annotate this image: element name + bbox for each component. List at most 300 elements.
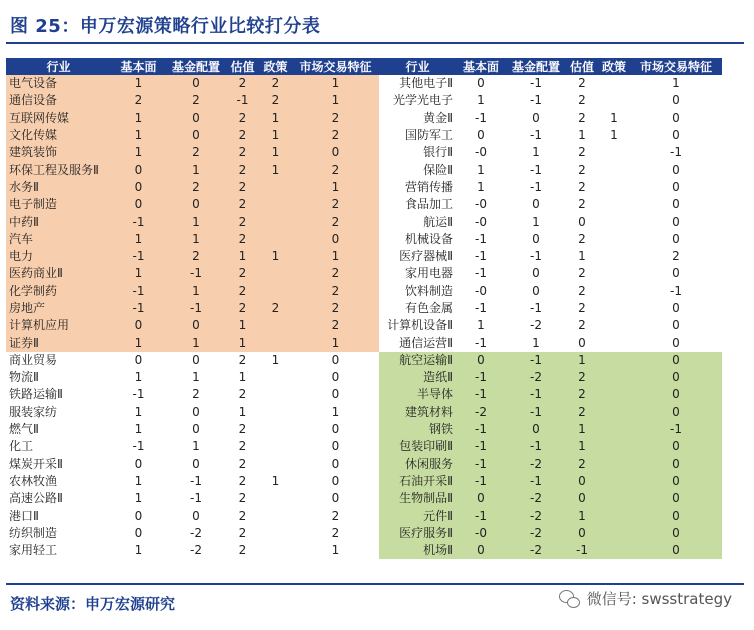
fundamental-score: 1	[134, 370, 143, 385]
fundamental-score: -1	[132, 439, 145, 454]
fundamental-score: -1	[456, 456, 506, 473]
market-features-score: 0	[672, 318, 680, 333]
fundamental-score: 2	[111, 92, 166, 109]
market-features-score: 0	[331, 387, 340, 402]
fundamental-score: 1	[111, 265, 166, 282]
valuation-score: 2	[578, 145, 586, 160]
policy-score	[259, 283, 292, 300]
market-features-score: 0	[630, 369, 722, 386]
industry-name: 石油开采Ⅱ	[379, 473, 456, 490]
fund-allocation-score: -1	[530, 93, 542, 108]
fundamental-score: -1	[111, 283, 166, 300]
table-row	[379, 317, 722, 334]
header-industry: 行业	[6, 58, 111, 75]
table-row	[379, 75, 722, 92]
fund-allocation-score: -2	[506, 542, 566, 559]
industry-name: 生物制品Ⅱ	[379, 490, 456, 507]
fundamental-score: 1	[134, 543, 143, 558]
valuation-score: 1	[566, 421, 598, 438]
fundamental-score: -1	[456, 421, 506, 438]
table-row	[379, 231, 722, 248]
market-features-score: 0	[331, 422, 340, 437]
source-note: 资料来源：申万宏源研究	[10, 595, 176, 613]
fund-allocation-score: 0	[166, 127, 226, 144]
market-features-score: 0	[630, 542, 722, 559]
industry-name: 物流Ⅱ	[9, 370, 39, 385]
fundamental-score: -1	[132, 387, 145, 402]
industry-name: 医疗服务Ⅱ	[379, 525, 456, 542]
fundamental-score: 1	[477, 162, 485, 177]
market-features-score: 0	[292, 144, 379, 161]
table-row	[379, 265, 722, 282]
policy-score	[598, 386, 630, 403]
table-row	[6, 265, 379, 282]
policy-score	[598, 92, 630, 109]
fund-allocation-score: -2	[506, 490, 566, 507]
fund-allocation-score: -1	[190, 473, 202, 488]
industry-name: 燃气Ⅱ	[9, 422, 39, 437]
market-features-score: 2	[292, 317, 379, 334]
policy-score	[598, 507, 630, 524]
market-features-score: 2	[331, 525, 340, 540]
table-row	[379, 421, 722, 438]
fund-allocation-score: -2	[530, 318, 542, 333]
policy-score	[259, 213, 292, 230]
table-row	[379, 386, 722, 403]
fund-allocation-score: -2	[506, 507, 566, 524]
fund-allocation-score: 1	[532, 335, 540, 350]
valuation-score: 2	[226, 110, 259, 127]
fundamental-score: 0	[134, 508, 143, 523]
market-features-score: 0	[672, 301, 680, 315]
fund-allocation-score: -1	[530, 162, 542, 177]
fundamental-score: -1	[111, 213, 166, 230]
industry-name: 电子制造	[6, 196, 111, 213]
industry-name: 通信运营Ⅱ	[399, 335, 453, 350]
fund-allocation-score: 1	[166, 334, 226, 351]
industry-name: 化工	[9, 439, 34, 454]
market-features-score: 0	[630, 456, 722, 473]
industry-name: 包装印刷Ⅱ	[379, 438, 456, 455]
fund-allocation-score: 0	[192, 508, 200, 523]
header-fundamental: 基本面	[111, 58, 166, 75]
fundamental-score: -1	[475, 249, 487, 264]
fund-allocation-score: -1	[506, 404, 566, 421]
industry-name: 计算机应用	[6, 317, 111, 334]
market-features-score: 1	[672, 76, 680, 91]
fundamental-score: -1	[475, 231, 487, 246]
market-features-score: 0	[672, 93, 680, 108]
fund-allocation-score: 1	[166, 231, 226, 248]
table-row	[6, 161, 379, 178]
valuation-score: 1	[578, 249, 586, 264]
policy-score	[259, 179, 292, 196]
industry-name: 互联网传媒	[6, 110, 111, 127]
table-row	[379, 110, 722, 127]
policy-score	[259, 456, 292, 473]
fund-allocation-score: 1	[166, 161, 226, 178]
valuation-score: 2	[238, 352, 247, 367]
fundamental-score: 0	[134, 352, 143, 367]
fund-allocation-score: -2	[190, 525, 202, 540]
industry-name: 医疗器械Ⅱ	[399, 249, 453, 264]
fund-allocation-score: 0	[192, 352, 200, 367]
figure-title: 图 25：申万宏源策略行业比较打分表	[10, 16, 321, 37]
valuation-score: 2	[238, 525, 247, 540]
fundamental-score: -1	[456, 386, 506, 403]
policy-score	[598, 213, 630, 230]
industry-name: 营销传播	[404, 179, 453, 194]
market-features-score: 0	[630, 490, 722, 507]
fund-allocation-score: -1	[530, 128, 542, 143]
market-features-score: 1	[331, 543, 340, 558]
industry-name: 航空运输Ⅱ	[379, 352, 456, 369]
table-row	[6, 525, 379, 542]
market-features-score: 2	[292, 127, 379, 144]
market-features-score: 0	[331, 491, 340, 506]
valuation-score: 2	[578, 110, 586, 125]
table-row	[6, 92, 379, 109]
policy-score: 1	[271, 352, 280, 367]
market-features-score: 0	[630, 525, 722, 542]
table-row	[6, 369, 379, 386]
valuation-score: 2	[578, 197, 586, 212]
table-row	[6, 473, 379, 490]
table-row	[379, 283, 722, 300]
industry-name: 电气设备	[6, 75, 111, 92]
fund-allocation-score: 0	[192, 422, 200, 437]
valuation-score: 2	[578, 318, 586, 333]
fund-allocation-score: -2	[506, 369, 566, 386]
valuation-score: 2	[578, 93, 586, 108]
table-row	[6, 300, 379, 317]
valuation-score: 2	[226, 300, 259, 317]
fund-allocation-score: 0	[532, 110, 540, 125]
fundamental-score: 1	[477, 93, 485, 108]
fundamental-score: -0	[475, 145, 487, 160]
table-row	[6, 283, 379, 300]
score-tables	[6, 58, 722, 563]
fund-allocation-score: -2	[506, 456, 566, 473]
table-row	[379, 490, 722, 507]
policy-score: 2	[259, 75, 292, 92]
industry-name: 通信设备	[6, 92, 111, 109]
market-features-score: 0	[630, 386, 722, 403]
table-row	[6, 404, 379, 421]
valuation-score: 1	[226, 334, 259, 351]
industry-name: 电力	[6, 248, 111, 265]
header-industry: 行业	[379, 58, 456, 75]
fundamental-score: 1	[477, 179, 485, 194]
fundamental-score: 0	[456, 490, 506, 507]
table-row	[6, 317, 379, 334]
table-row	[379, 248, 722, 265]
policy-score	[598, 369, 630, 386]
market-features-score: 2	[292, 300, 379, 317]
industry-name: 休闲服务	[379, 456, 456, 473]
fundamental-score: 1	[134, 491, 143, 506]
fund-allocation-score: -1	[506, 473, 566, 490]
policy-score: 1	[259, 248, 292, 265]
left-header-row	[6, 58, 379, 75]
fund-allocation-score: 0	[192, 456, 200, 471]
market-features-score: 0	[292, 231, 379, 248]
policy-score: 2	[259, 300, 292, 317]
table-row	[6, 144, 379, 161]
industry-name: 汽车	[6, 231, 111, 248]
policy-score	[259, 265, 292, 282]
table-row	[379, 404, 722, 421]
market-features-score: 1	[292, 248, 379, 265]
policy-score	[259, 404, 292, 421]
valuation-score: 2	[566, 456, 598, 473]
valuation-score: 0	[566, 473, 598, 490]
industry-name: 光学光电子	[392, 93, 453, 108]
table-row	[379, 161, 722, 178]
policy-score: 1	[259, 110, 292, 127]
table-row	[6, 507, 379, 524]
policy-score: 1	[259, 144, 292, 161]
valuation-score: 2	[566, 404, 598, 421]
left-score-table	[6, 58, 379, 559]
left-table-body	[6, 75, 379, 559]
fund-allocation-score: -1	[530, 301, 542, 315]
market-features-score: 2	[292, 110, 379, 127]
industry-name: 饮料制造	[404, 283, 453, 298]
policy-score: 2	[259, 92, 292, 109]
industry-name: 建筑材料	[379, 404, 456, 421]
industry-name: 纺织制造	[9, 525, 58, 540]
fund-allocation-score: -1	[506, 386, 566, 403]
valuation-score: 0	[578, 214, 586, 229]
table-row	[6, 386, 379, 403]
fund-allocation-score: 1	[192, 370, 200, 385]
industry-name: 环保工程及服务Ⅱ	[6, 161, 111, 178]
fundamental-score: 0	[477, 128, 485, 143]
valuation-score: 2	[578, 283, 586, 298]
table-row	[379, 144, 722, 161]
fundamental-score: 1	[111, 144, 166, 161]
market-features-score: 0	[630, 473, 722, 490]
fund-allocation-score: -1	[166, 265, 226, 282]
fundamental-score: 0	[111, 196, 166, 213]
header-policy: 政策	[259, 58, 292, 75]
policy-score	[259, 542, 292, 559]
policy-score	[598, 542, 630, 559]
valuation-score: 2	[226, 161, 259, 178]
industry-name: 造纸Ⅱ	[379, 369, 456, 386]
market-features-score: 0	[630, 404, 722, 421]
market-features-score: -1	[670, 283, 682, 298]
market-features-score: 0	[331, 456, 340, 471]
policy-score	[598, 352, 630, 369]
fundamental-score: 0	[134, 525, 143, 540]
valuation-score: 2	[578, 266, 586, 281]
wechat-id	[559, 588, 732, 609]
market-features-score: 0	[672, 266, 680, 281]
market-features-score: 2	[672, 249, 680, 264]
valuation-score: 2	[578, 76, 586, 91]
industry-name: 化学制药	[6, 283, 111, 300]
industry-name: 水务Ⅱ	[6, 179, 111, 196]
valuation-score: -1	[226, 92, 259, 109]
table-row	[379, 127, 722, 144]
policy-score: 1	[259, 161, 292, 178]
header-fund-allocation: 基金配置	[166, 58, 226, 75]
industry-name: 半导体	[379, 386, 456, 403]
market-features-score: 0	[672, 197, 680, 212]
table-row	[379, 507, 722, 524]
fund-allocation-score: 1	[532, 145, 540, 160]
industry-name: 高速公路Ⅱ	[9, 491, 63, 506]
fundamental-score: 1	[111, 110, 166, 127]
policy-score	[598, 490, 630, 507]
policy-score	[259, 438, 292, 455]
valuation-score: 2	[238, 508, 247, 523]
valuation-score: 2	[226, 283, 259, 300]
table-row	[379, 473, 722, 490]
fundamental-score: -0	[456, 525, 506, 542]
market-features-score: 2	[331, 508, 340, 523]
policy-score	[598, 525, 630, 542]
fund-allocation-score: 2	[166, 144, 226, 161]
fund-allocation-score: -1	[506, 352, 566, 369]
table-row	[379, 334, 722, 351]
policy-score	[259, 196, 292, 213]
fund-allocation-score: -1	[166, 300, 226, 317]
fundamental-score: 1	[111, 127, 166, 144]
fund-allocation-score: 2	[166, 248, 226, 265]
table-row	[379, 213, 722, 230]
policy-score	[598, 161, 630, 178]
industry-name: 中药Ⅱ	[6, 213, 111, 230]
industry-name: 证券Ⅱ	[6, 334, 111, 351]
fundamental-score: -1	[475, 301, 487, 315]
valuation-score: 1	[226, 317, 259, 334]
fund-allocation-score: 0	[166, 196, 226, 213]
policy-score	[598, 75, 630, 92]
policy-score	[598, 179, 630, 196]
table-row	[6, 490, 379, 507]
market-features-score: 0	[630, 438, 722, 455]
fundamental-score: 0	[111, 317, 166, 334]
fundamental-score: -1	[456, 507, 506, 524]
fundamental-score: -1	[456, 473, 506, 490]
market-features-score: 2	[292, 283, 379, 300]
fundamental-score: 1	[134, 404, 143, 419]
policy-score	[598, 265, 630, 282]
market-features-score: 2	[292, 161, 379, 178]
market-features-score: 0	[672, 110, 680, 125]
table-row	[6, 334, 379, 351]
table-row	[6, 179, 379, 196]
fund-allocation-score: -1	[530, 249, 542, 264]
policy-score: 1	[259, 127, 292, 144]
valuation-score: 2	[566, 369, 598, 386]
fundamental-score: -1	[475, 335, 487, 350]
valuation-score: 2	[226, 196, 259, 213]
fundamental-score: -0	[475, 283, 487, 298]
table-row	[379, 525, 722, 542]
table-row	[6, 75, 379, 92]
table-row	[6, 438, 379, 455]
policy-score: 1	[610, 128, 618, 143]
policy-score	[598, 404, 630, 421]
header-fund-allocation: 基金配置	[506, 58, 566, 75]
header-policy: 政策	[598, 58, 630, 75]
fundamental-score: -1	[475, 266, 487, 281]
industry-name: 银行Ⅱ	[423, 145, 453, 160]
valuation-score: 2	[578, 162, 586, 177]
fund-allocation-score: 0	[192, 404, 200, 419]
fund-allocation-score: 1	[166, 283, 226, 300]
valuation-score: 2	[578, 179, 586, 194]
valuation-score: 2	[226, 213, 259, 230]
fundamental-score: -1	[111, 248, 166, 265]
industry-name: 商业贸易	[9, 352, 58, 367]
policy-score	[598, 473, 630, 490]
header-valuation: 估值	[566, 58, 598, 75]
table-row	[6, 231, 379, 248]
policy-score	[259, 334, 292, 351]
table-row	[379, 542, 722, 559]
valuation-score: 1	[226, 248, 259, 265]
fundamental-score: 0	[456, 352, 506, 369]
fundamental-score: 1	[111, 231, 166, 248]
industry-name: 家用轻工	[9, 543, 58, 558]
industry-name: 钢铁	[379, 421, 456, 438]
market-features-score: 0	[630, 507, 722, 524]
policy-score	[598, 438, 630, 455]
industry-name: 机场Ⅱ	[379, 542, 456, 559]
valuation-score: 2	[578, 301, 586, 315]
valuation-score: 1	[566, 438, 598, 455]
policy-score	[259, 386, 292, 403]
fund-allocation-score: 2	[166, 179, 226, 196]
policy-score	[598, 334, 630, 351]
fund-allocation-score: 1	[166, 213, 226, 230]
valuation-score: 0	[578, 335, 586, 350]
fund-allocation-score: 0	[532, 231, 540, 246]
market-features-score: 0	[672, 162, 680, 177]
market-features-score: 1	[331, 404, 340, 419]
fund-allocation-score: -1	[506, 438, 566, 455]
fund-allocation-score: 0	[166, 317, 226, 334]
valuation-score: 1	[566, 507, 598, 524]
market-features-score: 0	[672, 335, 680, 350]
valuation-score: 1	[238, 404, 247, 419]
policy-score	[259, 369, 292, 386]
table-row	[6, 213, 379, 230]
table-row	[6, 421, 379, 438]
market-features-score: 1	[292, 92, 379, 109]
industry-name: 家用电器	[404, 266, 453, 281]
fundamental-score: 1	[134, 422, 143, 437]
industry-name: 服装家纺	[9, 404, 58, 419]
fund-allocation-score: 0	[166, 75, 226, 92]
fund-allocation-score: 0	[506, 421, 566, 438]
fund-allocation-score: 1	[192, 439, 200, 454]
fund-allocation-score: 0	[532, 283, 540, 298]
right-header-row	[379, 58, 722, 75]
policy-score	[598, 300, 630, 317]
market-features-score: 0	[672, 128, 680, 143]
valuation-score: 2	[226, 265, 259, 282]
valuation-score: 2	[238, 439, 247, 454]
policy-score	[598, 317, 630, 334]
market-features-score: 0	[331, 473, 340, 488]
market-features-score: 0	[331, 370, 340, 385]
